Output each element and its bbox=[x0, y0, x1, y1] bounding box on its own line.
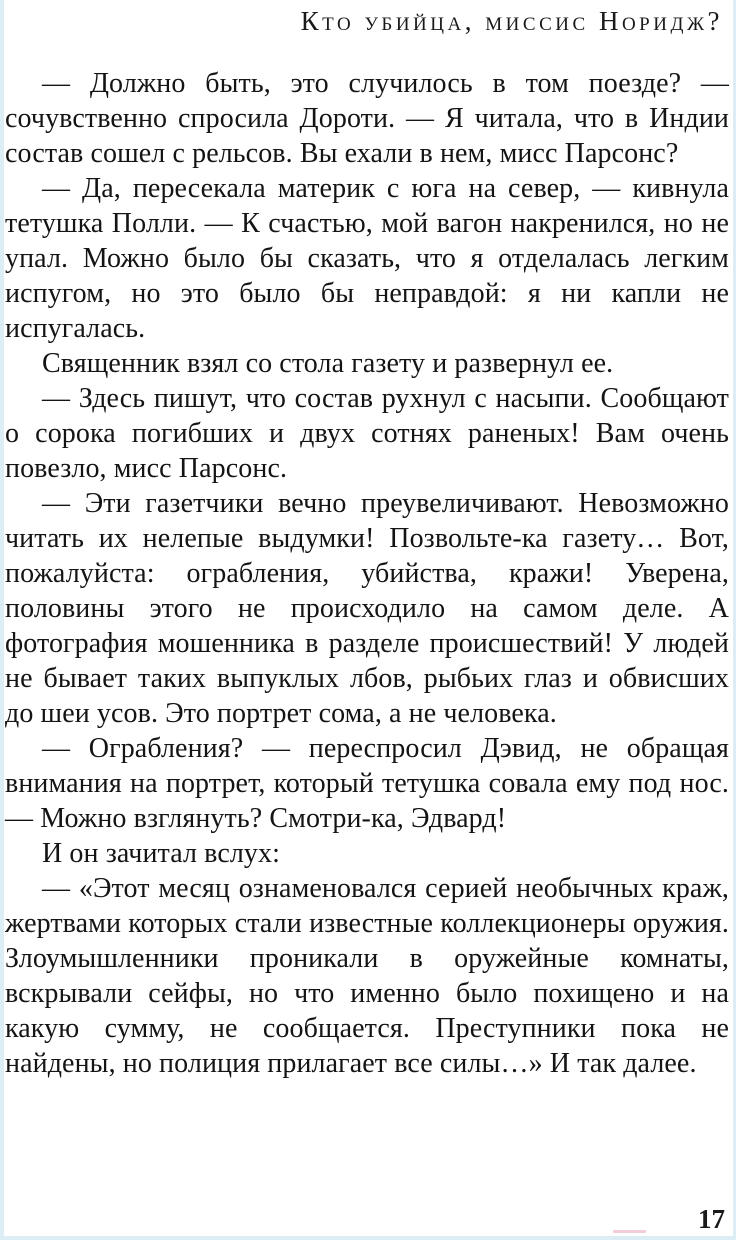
paragraph: — Здесь пишут, что состав рухнул с насыпи. Сообщают о сорока погибших и двух сотнях раненых! Вам очень повезло, мисс Парсонс. bbox=[5, 383, 729, 484]
page-edge-left bbox=[0, 0, 4, 1240]
running-header: Кто убийца, миссис Норидж? bbox=[300, 6, 723, 36]
body-text bbox=[5, 66, 729, 1081]
paragraph: — «Этот месяц ознаменовался серией необычных краж, жертвами которых стали известные коллекционеры оружия. Злоумышленники проникали в оружейные комнаты, вскрывали сейфы, но что именно было похищено и на какую сумму, не сообщается. Преступники пока не найдены, но полиция прилагает все силы…» И так далее. bbox=[5, 873, 729, 1079]
page-edge-bottom bbox=[0, 1236, 736, 1240]
paragraph: Священник взял со стола газету и развернул ее. bbox=[42, 348, 614, 379]
paragraph: — Эти газетчики вечно преувеличивают. Невозможно читать их нелепые выдумки! Позвольте-ка газету… Вот, пожалуйста: ограбления, убийства, кражи! Уверена, половины этого не происходило на самом деле. А фотография мошенника в разделе происшествий! У людей не бывает таких выпуклых лбов, рыбьих глаз и обвисших до шеи усов. Это портрет сома, а не человека. bbox=[5, 488, 729, 729]
paragraph: И он зачитал вслух: bbox=[42, 838, 280, 869]
page-number: 17 bbox=[698, 1204, 725, 1234]
paragraph: — Да, пересекала материк с юга на север, — кивнула тетушка Полли. — К счастью, мой вагон накренился, но не упал. Можно было бы сказать, что я отделалась легким испугом, но это было бы неправдой: я ни капли не испугалась. bbox=[5, 173, 729, 344]
paragraph: — Ограбления? — переспросил Дэвид, не обращая внимания на портрет, который тетушка совала ему под нос. — Можно взглянуть? Смотри-ка, Эдвард! bbox=[5, 733, 729, 834]
scan-artifact-line bbox=[613, 1230, 646, 1233]
paragraph: — Должно быть, это случилось в том поезде? — сочувственно спросила Дороти. — Я читала, что в Индии состав сошел с рельсов. Вы ехали в нем, мисс Парсонс? bbox=[5, 68, 729, 169]
